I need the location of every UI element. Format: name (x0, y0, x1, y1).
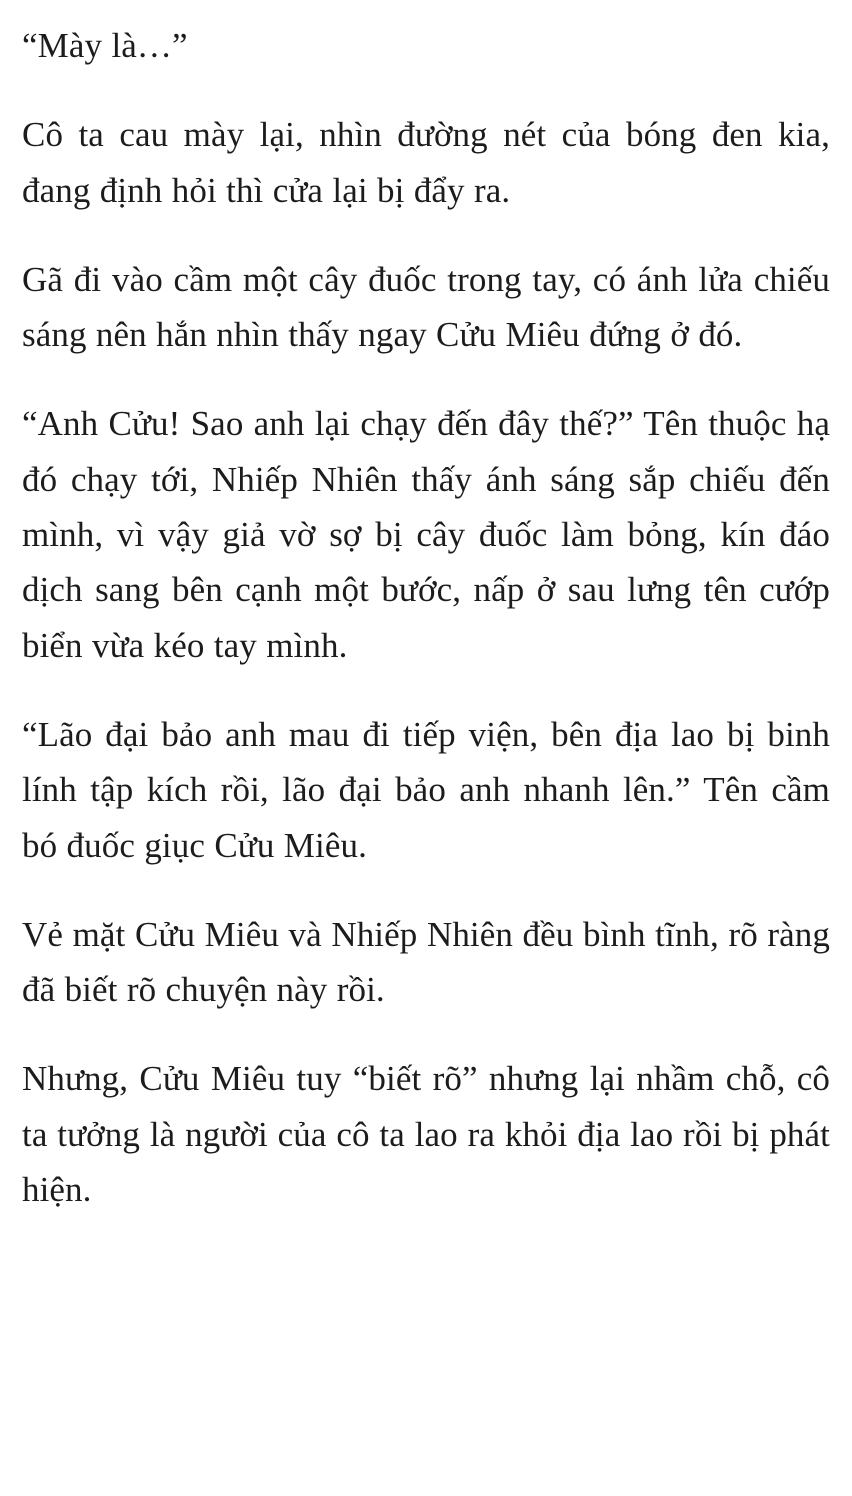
paragraph-4: “Anh Cửu! Sao anh lại chạy đến đây thế?” Tên thuộc hạ đó chạy tới, Nhiếp Nhiên thấy ánh sáng sắp chiếu đến mình, vì vậy giả vờ sợ bị cây đuốc làm bỏng, kín đáo dịch sang bên cạnh một bước, nấp ở sau lưng tên cướp biển vừa kéo tay mình. (22, 404, 830, 665)
paragraph-2: Cô ta cau mày lại, nhìn đường nét của bóng đen kia, đang định hỏi thì cửa lại bị đẩy ra. (22, 115, 830, 210)
paragraph-6: Vẻ mặt Cửu Miêu và Nhiếp Nhiên đều bình tĩnh, rõ ràng đã biết rõ chuyện này rồi. (22, 914, 830, 1010)
paragraph-5: “Lão đại bảo anh mau đi tiếp viện, bên địa lao bị binh lính tập kích rồi, lão đại bảo anh nhanh lên.” Tên cầm bó đuốc giục Cửu Miêu. (22, 714, 830, 865)
paragraph-3: Gã đi vào cầm một cây đuốc trong tay, có ánh lửa chiếu sáng nên hắn nhìn thấy ngay Cửu Miêu đứng ở đó. (22, 259, 830, 355)
paragraph-7: Nhưng, Cửu Miêu tuy “biết rõ” nhưng lại nhầm chỗ, cô ta tưởng là người của cô ta lao ra khỏi địa lao rồi bị phát hiện. (22, 1059, 830, 1210)
paragraph-1: “Mày là…” (22, 26, 188, 65)
